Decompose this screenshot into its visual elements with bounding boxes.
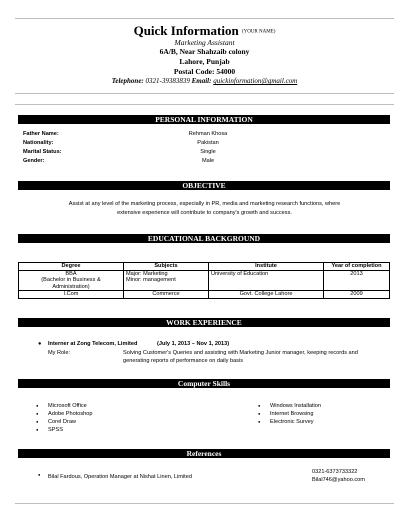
email-link[interactable]: quickinformation@gmail.com <box>213 77 298 85</box>
objective-line-2: extensive experience will contribute to company's growth and success. <box>117 210 292 216</box>
degree-cell: I.Com <box>19 291 124 299</box>
telephone-label: Telephone: <box>111 77 144 85</box>
column-year: Year of completion <box>324 263 390 271</box>
institute-cell: University of Education <box>209 270 324 291</box>
year-cell: 2009 <box>324 291 390 299</box>
father-name-label: Father Name: <box>23 131 59 137</box>
experience-bullet: ● <box>38 341 42 347</box>
list-item: ● Internet Browsing <box>258 410 321 418</box>
degree-cell <box>19 270 124 291</box>
education-table <box>18 262 390 299</box>
email-label: Email: <box>191 77 212 85</box>
subject-minor: Minor: management <box>126 277 176 283</box>
subjects-cell: Commerce <box>124 291 209 299</box>
subject-major: Major: Marketing <box>126 270 168 277</box>
section-objective: OBJECTIVE <box>18 181 390 190</box>
name-hint: (YOUR NAME) <box>241 29 276 35</box>
list-item: ● Windows Installation <box>258 402 321 410</box>
header-rule-1 <box>15 93 394 94</box>
marital-status-value: Single <box>200 149 216 155</box>
list-item: ● Adobe Photoshop <box>36 410 92 418</box>
table-header-row <box>19 263 390 271</box>
column-subjects: Subjects <box>124 263 209 271</box>
list-item: ● Microsoft Office <box>36 402 92 410</box>
gender-value: Male <box>201 158 215 164</box>
job-title: Marketing Assistant <box>174 38 235 47</box>
list-item: ● Electronic Survey <box>258 418 321 426</box>
year-cell: 2013 <box>324 270 390 291</box>
experience-entry <box>48 341 229 348</box>
reference-bullet: ● <box>38 472 41 477</box>
telephone-value: 0321-39383839 <box>145 77 190 85</box>
list-item: ● Corel Draw <box>36 418 92 426</box>
postal-code: Postal Code: 54000 <box>173 67 236 76</box>
bottom-rule <box>15 503 394 504</box>
contact-line <box>0 77 409 85</box>
address-line-1: 6A/B, Near Shahzaib colony <box>159 47 250 56</box>
skills-list-left <box>36 402 92 434</box>
top-rule <box>15 18 394 19</box>
reference-email: Bilal746@yahoo.com <box>312 477 365 483</box>
institute-cell: Govt. College Lahore <box>209 291 324 299</box>
degree-detail: Administration) <box>52 283 90 290</box>
section-educational-background: EDUCATIONAL BACKGROUND <box>18 234 390 243</box>
role-label: My Role: <box>48 350 71 356</box>
job-title: Interner at Zong Telecom, Limited <box>48 341 138 347</box>
role-line-2: generating reports of performance on daily basis <box>123 358 244 364</box>
job-dates: (July 1, 2013 – Nov 1, 2013) <box>156 341 230 347</box>
list-item: ● SPSS <box>36 426 92 434</box>
resume-header-name <box>0 23 409 39</box>
table-row <box>19 270 390 291</box>
section-personal-information: PERSONAL INFORMATION <box>18 115 390 124</box>
marital-status-label: Marital Status: <box>23 149 62 155</box>
section-work-experience: WORK EXPERIENCE <box>18 318 390 327</box>
degree-name: BBA <box>65 270 77 277</box>
skills-list-right <box>258 402 321 426</box>
nationality-label: Nationality: <box>23 140 54 146</box>
header-rule-2 <box>15 104 394 105</box>
role-line-1: Solving Customer's Queries and assisting with Marketing Junior manager, keeping records and <box>123 350 358 356</box>
section-computer-skills: Computer Skills <box>18 379 390 388</box>
objective-line-1: Assist at any level of the marketing process, especially in PR, media and marketing research functions, where <box>68 201 341 207</box>
table-row <box>19 291 390 299</box>
section-references: References <box>18 449 390 458</box>
reference-entry: Bilal Fardous, Operation Manager at Nishat Linen, Limited <box>48 474 192 480</box>
reference-phone: 0321-6373733322 <box>312 469 358 475</box>
candidate-name: Quick Information <box>133 23 239 38</box>
gender-label: Gender: <box>23 158 45 164</box>
subjects-cell <box>124 270 209 291</box>
column-institute: Institute <box>209 263 324 271</box>
column-degree: Degree <box>19 263 124 271</box>
degree-detail: (Bachelor in Business & <box>41 277 101 283</box>
father-name-value: Rehman Khosa <box>188 131 228 137</box>
address-line-2: Lahore, Punjab <box>179 57 230 66</box>
nationality-value: Pakistan <box>197 140 219 146</box>
